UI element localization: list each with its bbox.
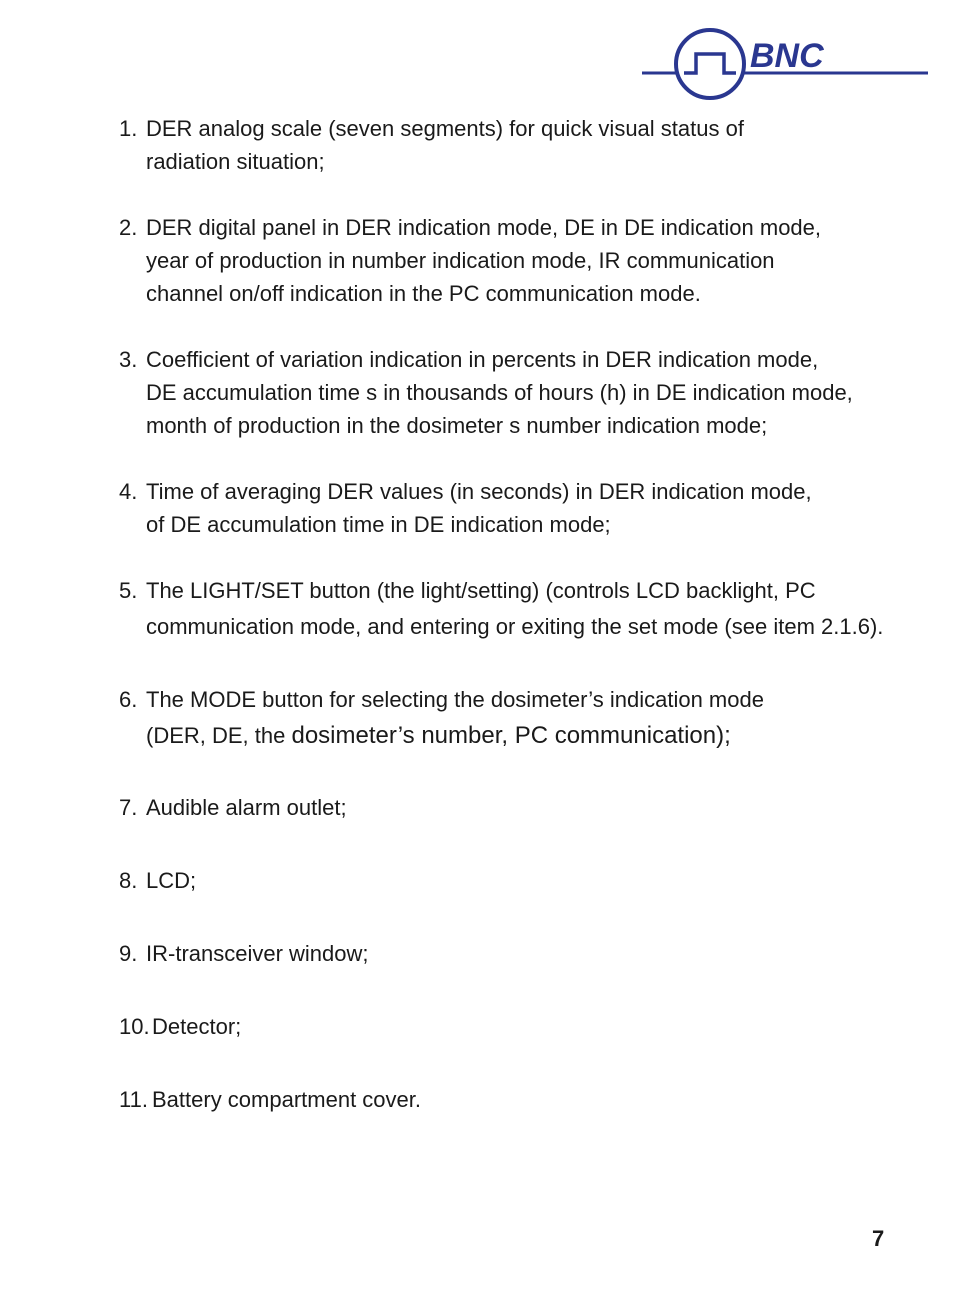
item-text-line: IR-transceiver window;: [146, 941, 369, 966]
list-item: [119, 864, 909, 897]
list-item: [119, 1083, 909, 1116]
component-list: [119, 112, 909, 1116]
item-number: 5.: [119, 578, 138, 603]
item-text-line: Detector;: [152, 1014, 242, 1039]
item-text-line: DER digital panel in DER indication mode, DE in DE indication mode,: [146, 215, 822, 240]
item-text-line: communication mode, and entering or exiting the set mode (see item 2.1.6).: [146, 614, 884, 639]
item-number: 6.: [119, 687, 138, 712]
item-number: 4.: [119, 479, 138, 504]
list-item: [119, 791, 909, 824]
item-text-line: channel on/off indication in the PC communication mode.: [146, 281, 701, 306]
item-text-line: Battery compartment cover.: [152, 1087, 421, 1112]
item-text-small: (DER, DE, the: [146, 723, 292, 748]
item-text-line: LCD;: [146, 868, 197, 893]
item-text-line: year of production in number indication mode, IR communication: [146, 248, 775, 273]
item-number: 11.: [119, 1087, 148, 1112]
item-text-line-mixed: [146, 719, 909, 752]
bnc-logo: [640, 28, 930, 102]
item-text-line: DER analog scale (seven segments) for quick visual status of: [146, 116, 744, 141]
item-text-line: month of production in the dosimeter s number indication mode;: [146, 413, 768, 438]
item-number: 7.: [119, 795, 138, 820]
item-text-line: radiation situation;: [146, 149, 325, 174]
item-number: 10.: [119, 1014, 150, 1039]
item-number: 2.: [119, 215, 138, 240]
list-item: [119, 112, 909, 178]
item-text-large: dosimeter’s number, PC communication);: [291, 722, 731, 749]
list-item: [119, 343, 909, 442]
logo-text: BNC: [750, 37, 824, 75]
item-number: 3.: [119, 347, 138, 372]
list-item: [119, 211, 909, 310]
item-text-line: The LIGHT/SET button (the light/setting) (controls LCD backlight, PC: [146, 578, 816, 603]
item-text-line: of DE accumulation time in DE indication mode;: [146, 512, 611, 537]
item-text-line: DE accumulation time s in thousands of hours (h) in DE indication mode,: [146, 380, 853, 405]
item-number: 9.: [119, 941, 138, 966]
list-item: [119, 683, 909, 752]
item-number: 8.: [119, 868, 138, 893]
page-number: 7: [872, 1226, 885, 1251]
list-item: [119, 937, 909, 970]
item-text-line: Time of averaging DER values (in seconds) in DER indication mode,: [146, 479, 812, 504]
list-item: [119, 574, 909, 643]
list-item: [119, 475, 909, 541]
list-item: [119, 1010, 909, 1043]
item-number: 1.: [119, 116, 138, 141]
item-text-line: Audible alarm outlet;: [146, 795, 347, 820]
item-text-line: The MODE button for selecting the dosimeter’s indication mode: [146, 687, 764, 712]
item-text-line: Coefficient of variation indication in percents in DER indication mode,: [146, 347, 819, 372]
